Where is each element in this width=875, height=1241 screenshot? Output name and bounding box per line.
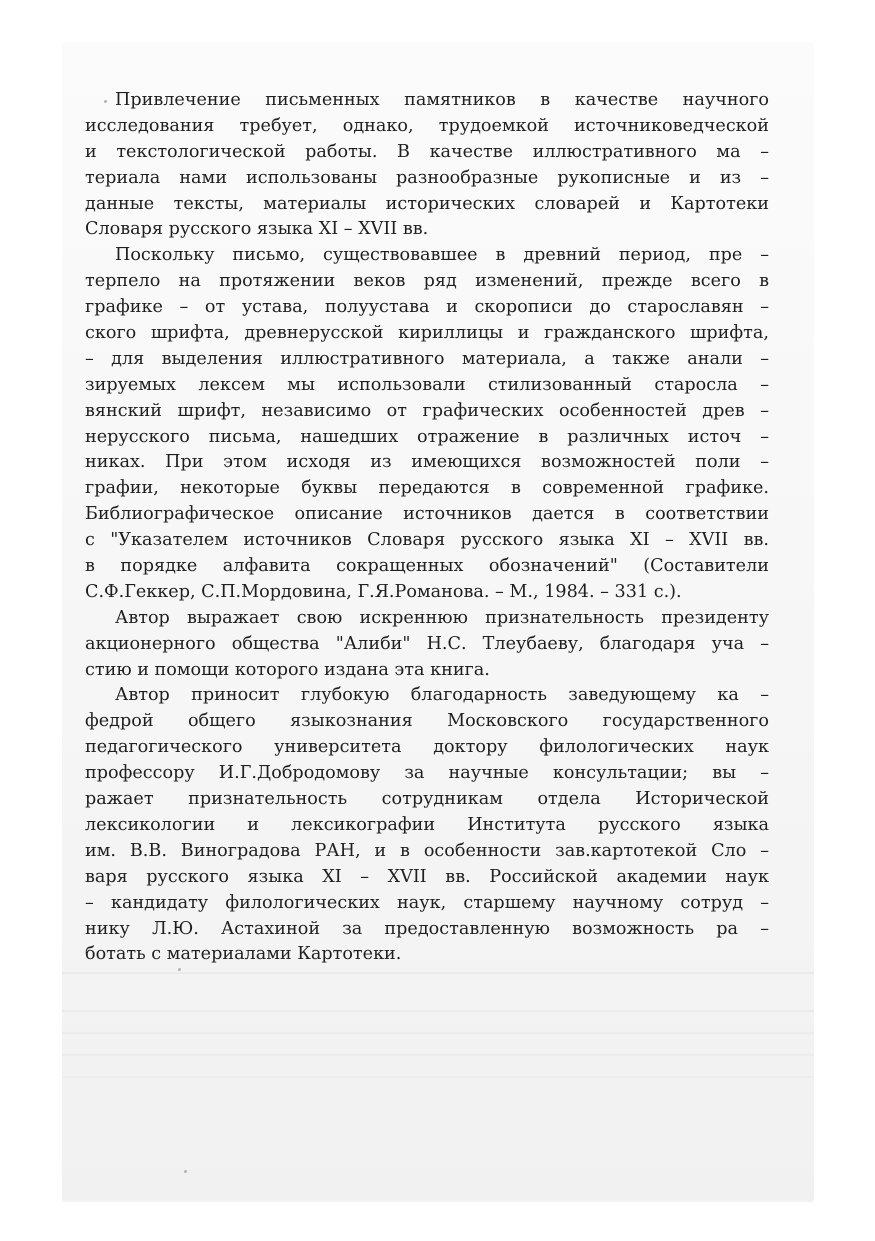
text-line: Привлечение письменных памятников в качестве научного (115, 90, 769, 110)
text-line: Поскольку письмо, существовавшее в древний период, пре – (115, 245, 769, 266)
text-line: стию и помощи которого издана эта книга. (85, 659, 490, 680)
bleed-through-line (62, 1054, 814, 1056)
text-line: ражает признательность сотрудникам отдела Исторической (85, 789, 769, 810)
text-line: ботать с материалами Картотеки. (85, 944, 402, 965)
text-line: и текстологической работы. В качестве иллюстративного ма – (85, 141, 769, 162)
paragraph-typography (85, 243, 769, 605)
text-line: варя русского языка XI – XVII вв. Российской академии наук (85, 866, 769, 887)
text-line: С.Ф.Геккер, С.П.Мордовина, Г.Я.Романова. – М., 1984. – 331 с.). (85, 581, 682, 602)
paragraph-acknowledgement-sponsor (85, 606, 769, 684)
text-line: акционерного общества "Алиби" Н.С. Тлеубаеву, благодаря уча – (85, 633, 769, 654)
text-line: исследования требует, однако, трудоемкой источниковедческой (85, 115, 769, 136)
paragraph-sources (85, 88, 769, 243)
bleed-through-line (62, 972, 814, 974)
scan-speck (178, 968, 181, 971)
text-line: – для выделения иллюстративного материала, а также анали – (85, 348, 769, 369)
text-line: Автор выражает свою искреннюю признательность президенту (115, 607, 769, 628)
scan-speck (104, 100, 107, 103)
text-line: с "Указателем источников Словаря русского языка XI – XVII вв. (85, 530, 769, 551)
text-line: профессору И.Г.Добродомову за научные консультации; вы – (85, 763, 769, 784)
text-line: – кандидату филологических наук, старшему научному сотруд – (85, 892, 769, 913)
bleed-through-line (62, 1076, 814, 1078)
text-line: графии, некоторые буквы передаются в современной графике. (85, 478, 769, 499)
text-line: графике – от устава, полуустава и скорописи до старославян – (85, 297, 769, 318)
text-line: терпело на протяжении веков ряд изменений, прежде всего в (85, 271, 769, 292)
text-line: зируемых лексем мы использовали стилизованный старосла – (85, 374, 769, 395)
text-line: териала нами использованы разнообразные рукописные и из – (85, 167, 769, 188)
text-line: педагогического университета доктору филологических наук (85, 737, 769, 758)
text-line: никах. При этом исходя из имеющихся возможностей поли – (85, 452, 769, 473)
text-line: Автор приносит глубокую благодарность заведующему ка – (115, 685, 769, 706)
body-text (85, 88, 769, 968)
text-line: нику Л.Ю. Астахиной за предоставленную возможность ра – (85, 918, 769, 939)
text-line: ского шрифта, древнерусской кириллицы и гражданского шрифта, (85, 323, 769, 344)
text-line: Словаря русского языка XI – XVII вв. (85, 219, 429, 240)
bleed-through-line (62, 1010, 814, 1012)
text-line: им. В.В. Виноградова РАН, и в особенности зав.картотекой Сло – (85, 840, 769, 861)
text-line: нерусского письма, нашедших отражение в различных источ – (85, 426, 769, 447)
paragraph-acknowledgement-colleagues (85, 683, 769, 968)
text-line: лексикологии и лексикографии Института русского языка (85, 814, 769, 835)
text-line: в порядке алфавита сокращенных обозначений" (Составители (85, 556, 769, 577)
scan-speck (184, 1170, 187, 1173)
bleed-through-line (62, 1032, 814, 1034)
text-line: данные тексты, материалы исторических словарей и Картотеки (85, 193, 769, 214)
text-line: вянский шрифт, независимо от графических особенностей древ – (85, 400, 769, 421)
text-line: Библиографическое описание источников дается в соответствии (85, 504, 769, 525)
text-line: федрой общего языкознания Московского государственного (85, 711, 769, 732)
